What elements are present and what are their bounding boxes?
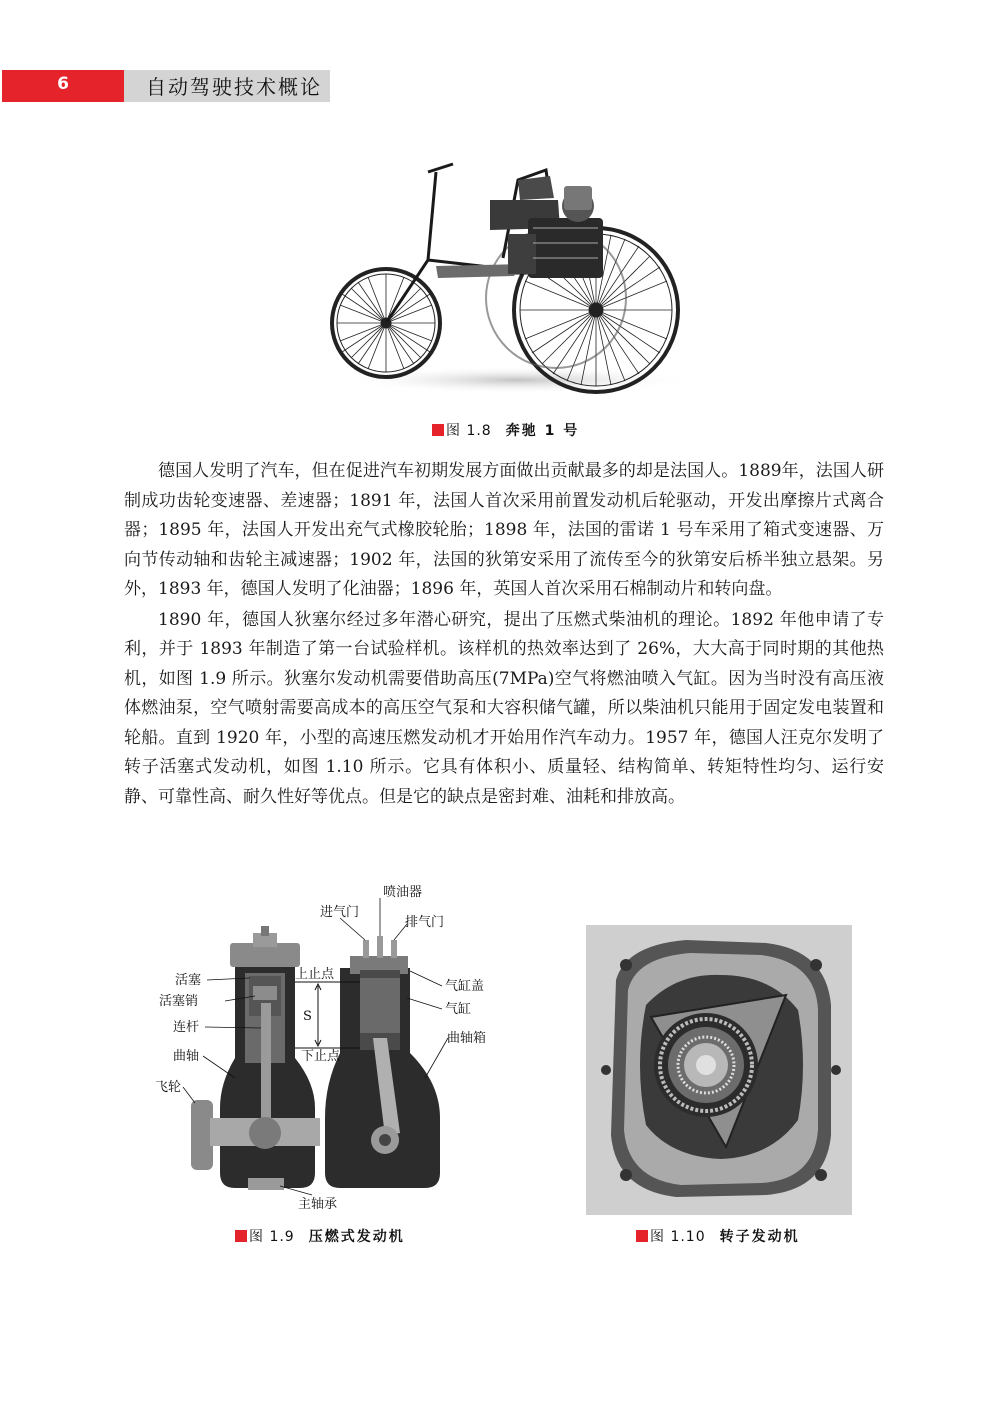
label-connecting-rod: 连杆 xyxy=(173,1020,200,1035)
figure-number: 图 1.9 xyxy=(249,1229,295,1245)
engine-right-view xyxy=(325,936,440,1188)
caption-marker xyxy=(636,1230,648,1242)
figure-rotary-engine xyxy=(586,925,852,1215)
label-cylinder-head: 气缸盖 xyxy=(445,979,485,994)
figure-1-10-caption xyxy=(636,1226,800,1246)
figure-number: 图 1.8 xyxy=(446,423,492,439)
figure-diesel-engine xyxy=(155,878,495,1213)
caption-marker xyxy=(432,424,444,436)
label-piston-pin: 活塞销 xyxy=(159,994,199,1009)
label-cylinder: 气缸 xyxy=(445,1002,472,1017)
label-crankcase: 曲轴箱 xyxy=(447,1031,487,1046)
figure-title: 压燃式发动机 xyxy=(308,1229,405,1245)
label-stroke: S xyxy=(303,1009,312,1024)
paragraph: 德国人发明了汽车，但在促进汽车初期发展方面做出贡献最多的却是法国人。1889年，法国人研制成功齿轮变速器、差速器；1891 年，法国人首次采用前置发动机后轮驱动，开发出摩擦片式离合器；1895 年，法国人开发出充气式橡胶轮胎；1898 年，法国的雷诺 1 号车采用了箱式变速器、万向节传动轴和齿轮主减速器；1902 年，法国的狄第安采用了流传至今的狄第安后桥半独立悬架。另外，1893 年，德国人发明了化油器；1896 年，英国人首次采用石棉制动片和转向盘。 xyxy=(124,461,884,599)
label-main-bearing: 主轴承 xyxy=(298,1197,338,1212)
page-header xyxy=(0,70,330,102)
figure-1-9-caption xyxy=(235,1226,405,1246)
figure-title: 奔驰 1 号 xyxy=(505,423,580,439)
rotary-engine-photo xyxy=(586,925,852,1215)
caption-marker xyxy=(235,1230,247,1242)
label-intake-valve: 进气门 xyxy=(320,905,360,920)
figure-benz-car xyxy=(328,148,688,404)
paragraph: 1890 年，德国人狄塞尔经过多年潜心研究，提出了压燃式柴油机的理论。1892 年他申请了专利，并于 1893 年制造了第一台试验样机。该样机的热效率达到了 26%，大大高于同时期的其他热机，如图 1.9 所示。狄塞尔发动机需要借助高压(7MPa)空气将燃油喷入气缸。因为当时没有高压液体燃油泵，空气喷射需要高成本的高压空气泵和大容积储气罐，所以柴油机只能用于固定发电装置和轮船。直到 1920 年，小型的高速压燃发动机才开始用作汽车动力。1957 年，德国人汪克尔发明了转子活塞式发动机，如图 1.10 所示。它具有体积小、质量轻、结构简单、转矩特性均匀、运行安静、可靠性高、耐久性好等优点。但是它的缺点是密封难、油耗和排放高。 xyxy=(124,609,884,807)
label-injector: 喷油器 xyxy=(383,885,423,900)
label-bdc: 下止点 xyxy=(301,1049,341,1064)
label-crankshaft: 曲轴 xyxy=(173,1049,200,1064)
figure-title: 转子发动机 xyxy=(719,1229,800,1245)
label-piston: 活塞 xyxy=(175,973,202,988)
diesel-engine-diagram xyxy=(155,878,495,1213)
label-tdc: 上止点 xyxy=(295,967,335,982)
page-number: 6 xyxy=(2,70,124,102)
figure-number: 图 1.10 xyxy=(650,1229,706,1245)
label-exhaust-valve: 排气门 xyxy=(405,915,445,930)
benz-car-illustration xyxy=(328,148,688,404)
figure-1-8-caption xyxy=(432,420,579,440)
body-text xyxy=(124,457,884,813)
label-flywheel: 飞轮 xyxy=(155,1080,182,1095)
book-title: 自动驾驶技术概论 xyxy=(124,70,330,102)
